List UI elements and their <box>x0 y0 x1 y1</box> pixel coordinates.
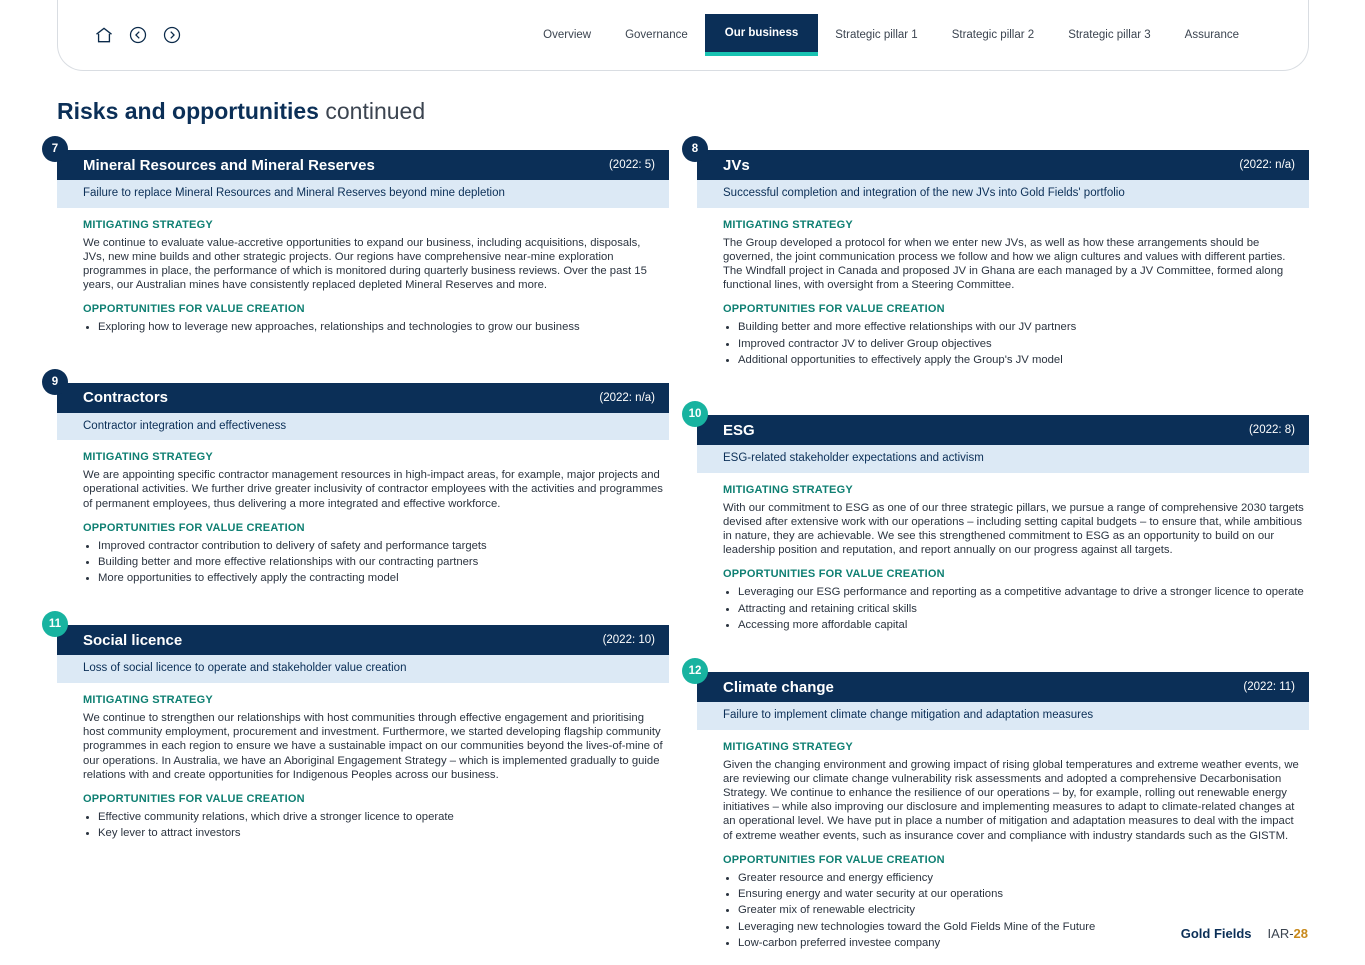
opportunities-list <box>723 585 1305 632</box>
list-item: Improved contractor JV to deliver Group objectives <box>723 337 1305 351</box>
risk-card-body <box>697 219 1309 368</box>
risk-number-badge: 12 <box>682 658 708 684</box>
risk-number-badge: 10 <box>682 401 708 427</box>
risk-card-mineral-resources <box>51 143 669 335</box>
opportunities-list <box>723 320 1305 367</box>
risk-prior-rank: (2022: n/a) <box>1239 159 1295 171</box>
risk-title: Mineral Resources and Mineral Reserves <box>83 156 375 174</box>
list-item: Improved contractor contribution to delivery of safety and performance targets <box>83 539 665 553</box>
footer-brand: Gold Fields <box>1180 926 1252 941</box>
mitigating-strategy-text: The Group developed a protocol for when we enter new JVs, as well as how these arrangements should be governed, the joint communication process we follow and how we align cultures and values with different parties. The Windfall project in Canada and proposed JV in Ghana are each managed by a JV Committee, formed along functional lines, with oversight from a Steering Committee. <box>723 236 1286 292</box>
risk-card-contractors <box>51 375 669 586</box>
risk-card-social-licence <box>48 618 669 840</box>
left-column <box>48 143 669 866</box>
mitigating-strategy-text: We continue to evaluate value-accretive opportunities to expand our business, including acquisitions, disposals, JVs, new mine builds and other strategic projects. Our regions have comprehensive near-mine exploration programmes in place, the performance of which is monitored during quarterly business reviews. Over the past 15 years, our Australian mines have consistently replaced depleted Mineral Reserves and more. <box>83 236 647 292</box>
list-item: Accessing more affordable capital <box>723 618 1305 632</box>
opportunities-label: OPPORTUNITIES FOR VALUE CREATION <box>83 521 305 534</box>
opportunities-list <box>83 539 665 586</box>
opportunities-label: OPPORTUNITIES FOR VALUE CREATION <box>723 568 945 581</box>
home-icon[interactable] <box>93 24 115 46</box>
opportunities-label: OPPORTUNITIES FOR VALUE CREATION <box>83 793 305 806</box>
tab-governance[interactable]: Governance <box>625 29 688 41</box>
risk-title: Contractors <box>83 389 169 407</box>
list-item: Key lever to attract investors <box>83 826 665 840</box>
risk-prior-rank: (2022: 11) <box>1243 681 1295 694</box>
list-item: Effective community relations, which drive a stronger licence to operate <box>83 810 665 824</box>
mitigating-strategy-label: MITIGATING STRATEGY <box>723 740 853 753</box>
tab-strategic-pillar-1[interactable]: Strategic pillar 1 <box>835 29 918 41</box>
risk-prior-rank: (2022: 8) <box>1248 424 1295 437</box>
mitigating-strategy-label: MITIGATING STRATEGY <box>723 483 853 496</box>
mitigating-strategy-text: We continue to strengthen our relationships with host communities through effective engagement and prioritising host community employment, procurement and investment. Furthermore, we started developing flagship community programmes in each region to ensure we have a sustainable impact on our communities beyond the lives-of-mine of our operations. In Australia, we have an Aboriginal Engagement Strategy – which is implemented gradually to guide relations with and create opportunities for Indigenous Peoples across our business. <box>83 711 663 781</box>
risk-subtitle: Contractor integration and effectiveness <box>57 413 669 441</box>
risk-card-header <box>57 625 669 655</box>
risk-card-header <box>697 672 1309 702</box>
list-item: Low-carbon preferred investee company <box>723 936 1305 950</box>
risk-card-header <box>57 150 669 180</box>
risk-number-badge: 7 <box>42 136 68 162</box>
list-item: Leveraging our ESG performance and reporting as a competitive advantage to drive a stronger licence to operate <box>723 585 1305 599</box>
risk-card-body <box>697 484 1309 633</box>
risk-card-body <box>57 694 669 841</box>
list-item: Exploring how to leverage new approaches, relationships and technologies to grow our business <box>83 320 665 334</box>
risk-subtitle: ESG-related stakeholder expectations and activism <box>697 445 1309 473</box>
risk-card-climate-change <box>688 665 1309 950</box>
nav-tabs <box>526 0 1256 71</box>
risk-subtitle: Failure to implement climate change mitigation and adaptation measures <box>697 702 1309 730</box>
list-item: Leveraging new technologies toward the Gold Fields Mine of the Future <box>723 920 1305 934</box>
risk-title: JVs <box>723 156 750 174</box>
risk-title: Climate change <box>723 678 834 696</box>
list-item: Building better and more effective relationships with our contracting partners <box>83 555 665 569</box>
page-title-continued: continued <box>325 98 426 124</box>
footer-page-prefix: IAR- <box>1267 926 1294 941</box>
opportunities-list <box>83 810 665 840</box>
mitigating-strategy-label: MITIGATING STRATEGY <box>723 218 853 231</box>
tab-strategic-pillar-3[interactable]: Strategic pillar 3 <box>1068 29 1151 41</box>
footer-page-number: 28 <box>1293 926 1308 941</box>
risk-subtitle: Failure to replace Mineral Resources and Mineral Reserves beyond mine depletion <box>57 180 669 208</box>
risk-prior-rank: (2022: 10) <box>602 634 655 647</box>
opportunities-list <box>83 320 665 334</box>
mitigating-strategy-text: We are appointing specific contractor management resources in high-impact areas, for example, major projects and operational activities. We further drive greater inclusivity of contractor employees with the activities and programmes of permanent employees, thus delivering a more integrated and effective workforce. <box>83 469 663 510</box>
risk-title: Social licence <box>83 631 183 649</box>
list-item: Additional opportunities to effectively apply the Group's JV model <box>723 353 1305 367</box>
page-footer <box>1181 926 1308 941</box>
risk-card-header <box>697 150 1309 180</box>
top-navigation-bar <box>57 0 1309 71</box>
opportunities-label: OPPORTUNITIES FOR VALUE CREATION <box>83 303 305 316</box>
tab-assurance[interactable]: Assurance <box>1184 29 1239 41</box>
tab-our-business[interactable]: Our business <box>705 14 819 56</box>
risk-number-badge: 11 <box>42 611 68 637</box>
footer-page <box>1268 926 1308 941</box>
page-title-main: Risks and opportunities <box>57 98 319 124</box>
mitigating-strategy-label: MITIGATING STRATEGY <box>83 693 213 706</box>
risk-prior-rank: (2022: 5) <box>608 159 655 171</box>
mitigating-strategy-text: Given the changing environment and growing impact of rising global temperatures and extreme weather events, we are reviewing our climate change vulnerability risk assessments and adopted a comprehensive Decarbonisation Strategy. We continue to enhance the resilience of our operations – by, for example, rolling out renewable energy initiatives – while also improving our disclosure and implementing measures to adapt to climate-related changes at an operational level. We have put in place a number of mitigation and adaptation measures to deal with the impact of extreme weather events, such as insurance cover and compliance with industry standards such as the GISTM. <box>723 758 1299 842</box>
list-item: Ensuring energy and water security at our operations <box>723 887 1305 901</box>
risk-card-body <box>57 219 669 335</box>
risk-subtitle: Successful completion and integration of the new JVs into Gold Fields' portfolio <box>697 180 1309 208</box>
prev-icon[interactable] <box>127 24 149 46</box>
risk-title: ESG <box>723 421 755 439</box>
list-item: Greater mix of renewable electricity <box>723 903 1305 917</box>
risk-prior-rank: (2022: n/a) <box>599 391 655 404</box>
mitigating-strategy-label: MITIGATING STRATEGY <box>83 451 213 464</box>
mitigating-strategy-text: With our commitment to ESG as one of our three strategic pillars, we pursue a range of comprehensive 2030 targets devised after extensive work with our operations – including setting capital budgets – to ensure that, while ambitious in nature, they are achievable. We see this strengthened commitment to ESG as an opportunity to build on our leadership position and reputation, and report annually on our progress against all targets. <box>723 501 1304 557</box>
risk-card-header <box>697 415 1309 445</box>
risk-number-badge: 9 <box>42 369 68 395</box>
list-item: Building better and more effective relationships with our JV partners <box>723 320 1305 334</box>
risk-card-jvs <box>691 143 1309 367</box>
opportunities-label: OPPORTUNITIES FOR VALUE CREATION <box>723 853 945 866</box>
tab-overview[interactable]: Overview <box>543 29 592 41</box>
risk-subtitle: Loss of social licence to operate and stakeholder value creation <box>57 655 669 683</box>
tab-strategic-pillar-2[interactable]: Strategic pillar 2 <box>951 29 1035 41</box>
next-icon[interactable] <box>161 24 183 46</box>
list-item: Attracting and retaining critical skills <box>723 602 1305 616</box>
page-title <box>57 98 425 125</box>
mitigating-strategy-label: MITIGATING STRATEGY <box>83 218 213 231</box>
nav-icon-group <box>93 24 183 46</box>
risk-card-body <box>697 741 1309 950</box>
right-column <box>688 143 1309 965</box>
risk-card-header <box>57 383 669 413</box>
opportunities-label: OPPORTUNITIES FOR VALUE CREATION <box>723 303 945 316</box>
risk-card-body <box>57 451 669 585</box>
list-item: Greater resource and energy efficiency <box>723 871 1305 885</box>
list-item: More opportunities to effectively apply the contracting model <box>83 571 665 585</box>
risk-number-badge: 8 <box>682 136 708 162</box>
risk-card-esg <box>688 408 1309 632</box>
